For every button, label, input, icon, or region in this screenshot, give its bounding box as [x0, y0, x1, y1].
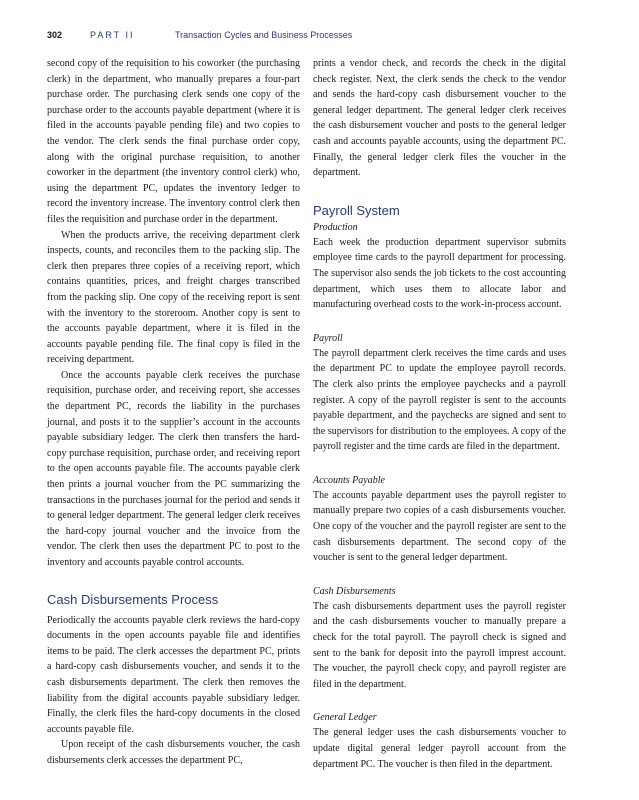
page-number: 302 — [47, 30, 63, 40]
subheading-payroll: Payroll — [313, 332, 343, 344]
running-header — [47, 30, 592, 46]
paragraph: second copy of the requisition to his coworker (the purchasing clerk) in the department, who manually prepares a four-part purchase order. The purchasing clerk sends one copy of the purchase order to the accounts payable department (where it is filed in the accounts payable pending file) and two copies to the vendor. The clerk sends the final purchase order copy, along with the original purchase requisition, to another coworker in the department (the inventory control clerk) who, using the department PC, updates the inventory ledger to record the inventory increase. The inventory control clerk then files the requisition and purchase order in the department. — [47, 58, 300, 225]
left-column — [47, 56, 300, 769]
paragraph: The accounts payable department uses the payroll register to manually prepare two copies of a cash disbursements voucher. One copy of the voucher and the payroll register are sent to the cash disbursements department. The second copy of the voucher is sent to the general ledger department. — [313, 489, 566, 564]
paragraph: Once the accounts payable clerk receives the purchase requisition, purchase order, and receiving report, she accesses the department PC, records the liability in the purchases journal, and posts it to the supplier’s account in the accounts payable subsidiary ledger. The clerk then transfers the hard-copy purchase requisition, purchase order, and receiving report to the open accounts payable file. The accounts payable clerk then prints a journal voucher from the PC summarizing the transactions in the purchases journal for the period and sends it to general ledger department. The general ledger clerk receives the hard-copy journal voucher and the invoice from the vendor. The clerk then uses the department PC to post to the inventory and accounts payable control accounts. — [47, 369, 300, 568]
paragraph: Upon receipt of the cash disbursements voucher, the cash disbursements clerk accesses the department PC, — [47, 739, 300, 766]
paragraph: The cash disbursements department uses the payroll register and the cash disbursements voucher to manually prepare a check for the total payroll. The payroll check is signed and sent to the bank for deposit into the payroll imprest account. The voucher, the payroll check copy, and payroll register are filed in the department. — [313, 600, 566, 690]
chapter-title: Transaction Cycles and Business Processes — [175, 30, 353, 40]
section-heading-payroll-system: Payroll System — [313, 202, 400, 218]
right-column — [313, 56, 566, 772]
subheading-general-ledger: General Ledger — [313, 712, 377, 724]
paragraph: Periodically the accounts payable clerk reviews the hard-copy documents in the open accounts payable file and identifies items to be paid. The clerk accesses the department PC, prints a hard-copy cash disbursements voucher, and sends it to the cash disbursements department. The clerk then removes the liability from the digital accounts payable subsidiary ledger. Finally, the clerk files the hard-copy documents in the closed accounts payable file. — [47, 614, 300, 735]
section-heading-cash-disbursements: Cash Disbursements Process — [47, 591, 219, 607]
paragraph: The payroll department clerk receives the time cards and uses the department PC to update the employee payroll records. The clerk also prints the employee paychecks and a payroll register. A copy of the payroll register is sent to the accounts payable department, and the paychecks are signed and sent to the supervisors for distribution to the employees. A copy of the payroll register and the time cards are filed in the department. — [313, 347, 566, 453]
subheading-cash-disbursements: Cash Disbursements — [313, 585, 396, 597]
part-label: PART II — [90, 30, 135, 40]
paragraph: The general ledger uses the cash disbursements voucher to update digital general ledger payroll account from the department PC. The voucher is then filed in the department. — [313, 727, 566, 770]
subheading-accounts-payable: Accounts Payable — [313, 474, 385, 486]
paragraph: Each week the production department supervisor submits employee time cards to the payroll department for processing. The supervisor also sends the job tickets to the cost accounting department, which uses them to allocate labor and manufacturing overhead costs to the work-in-process account. — [313, 236, 566, 311]
paragraph: When the products arrive, the receiving department clerk inspects, counts, and reconciles them to the packing slip. The clerk then prepares three copies of a receiving report, which contains quantities, prices, and freight charges transcribed from the packing slip. One copy of the receiving report is sent with the inventory to the storeroom. Another copy is sent to the accounts payable department, where it is filed in the accounts payable pending file. The final copy is filed in the receiving department. — [47, 229, 300, 366]
paragraph: prints a vendor check, and records the check in the digital check register. Next, the clerk sends the check to the vendor and sends the hard-copy cash disbursement voucher to the general ledger department. The general ledger clerk receives the cash disbursement voucher and posts to the general ledger cash and accounts payable accounts, using the department PC. Finally, the general ledger clerk files the voucher in the department. — [313, 58, 566, 179]
subheading-production: Production — [313, 221, 358, 233]
